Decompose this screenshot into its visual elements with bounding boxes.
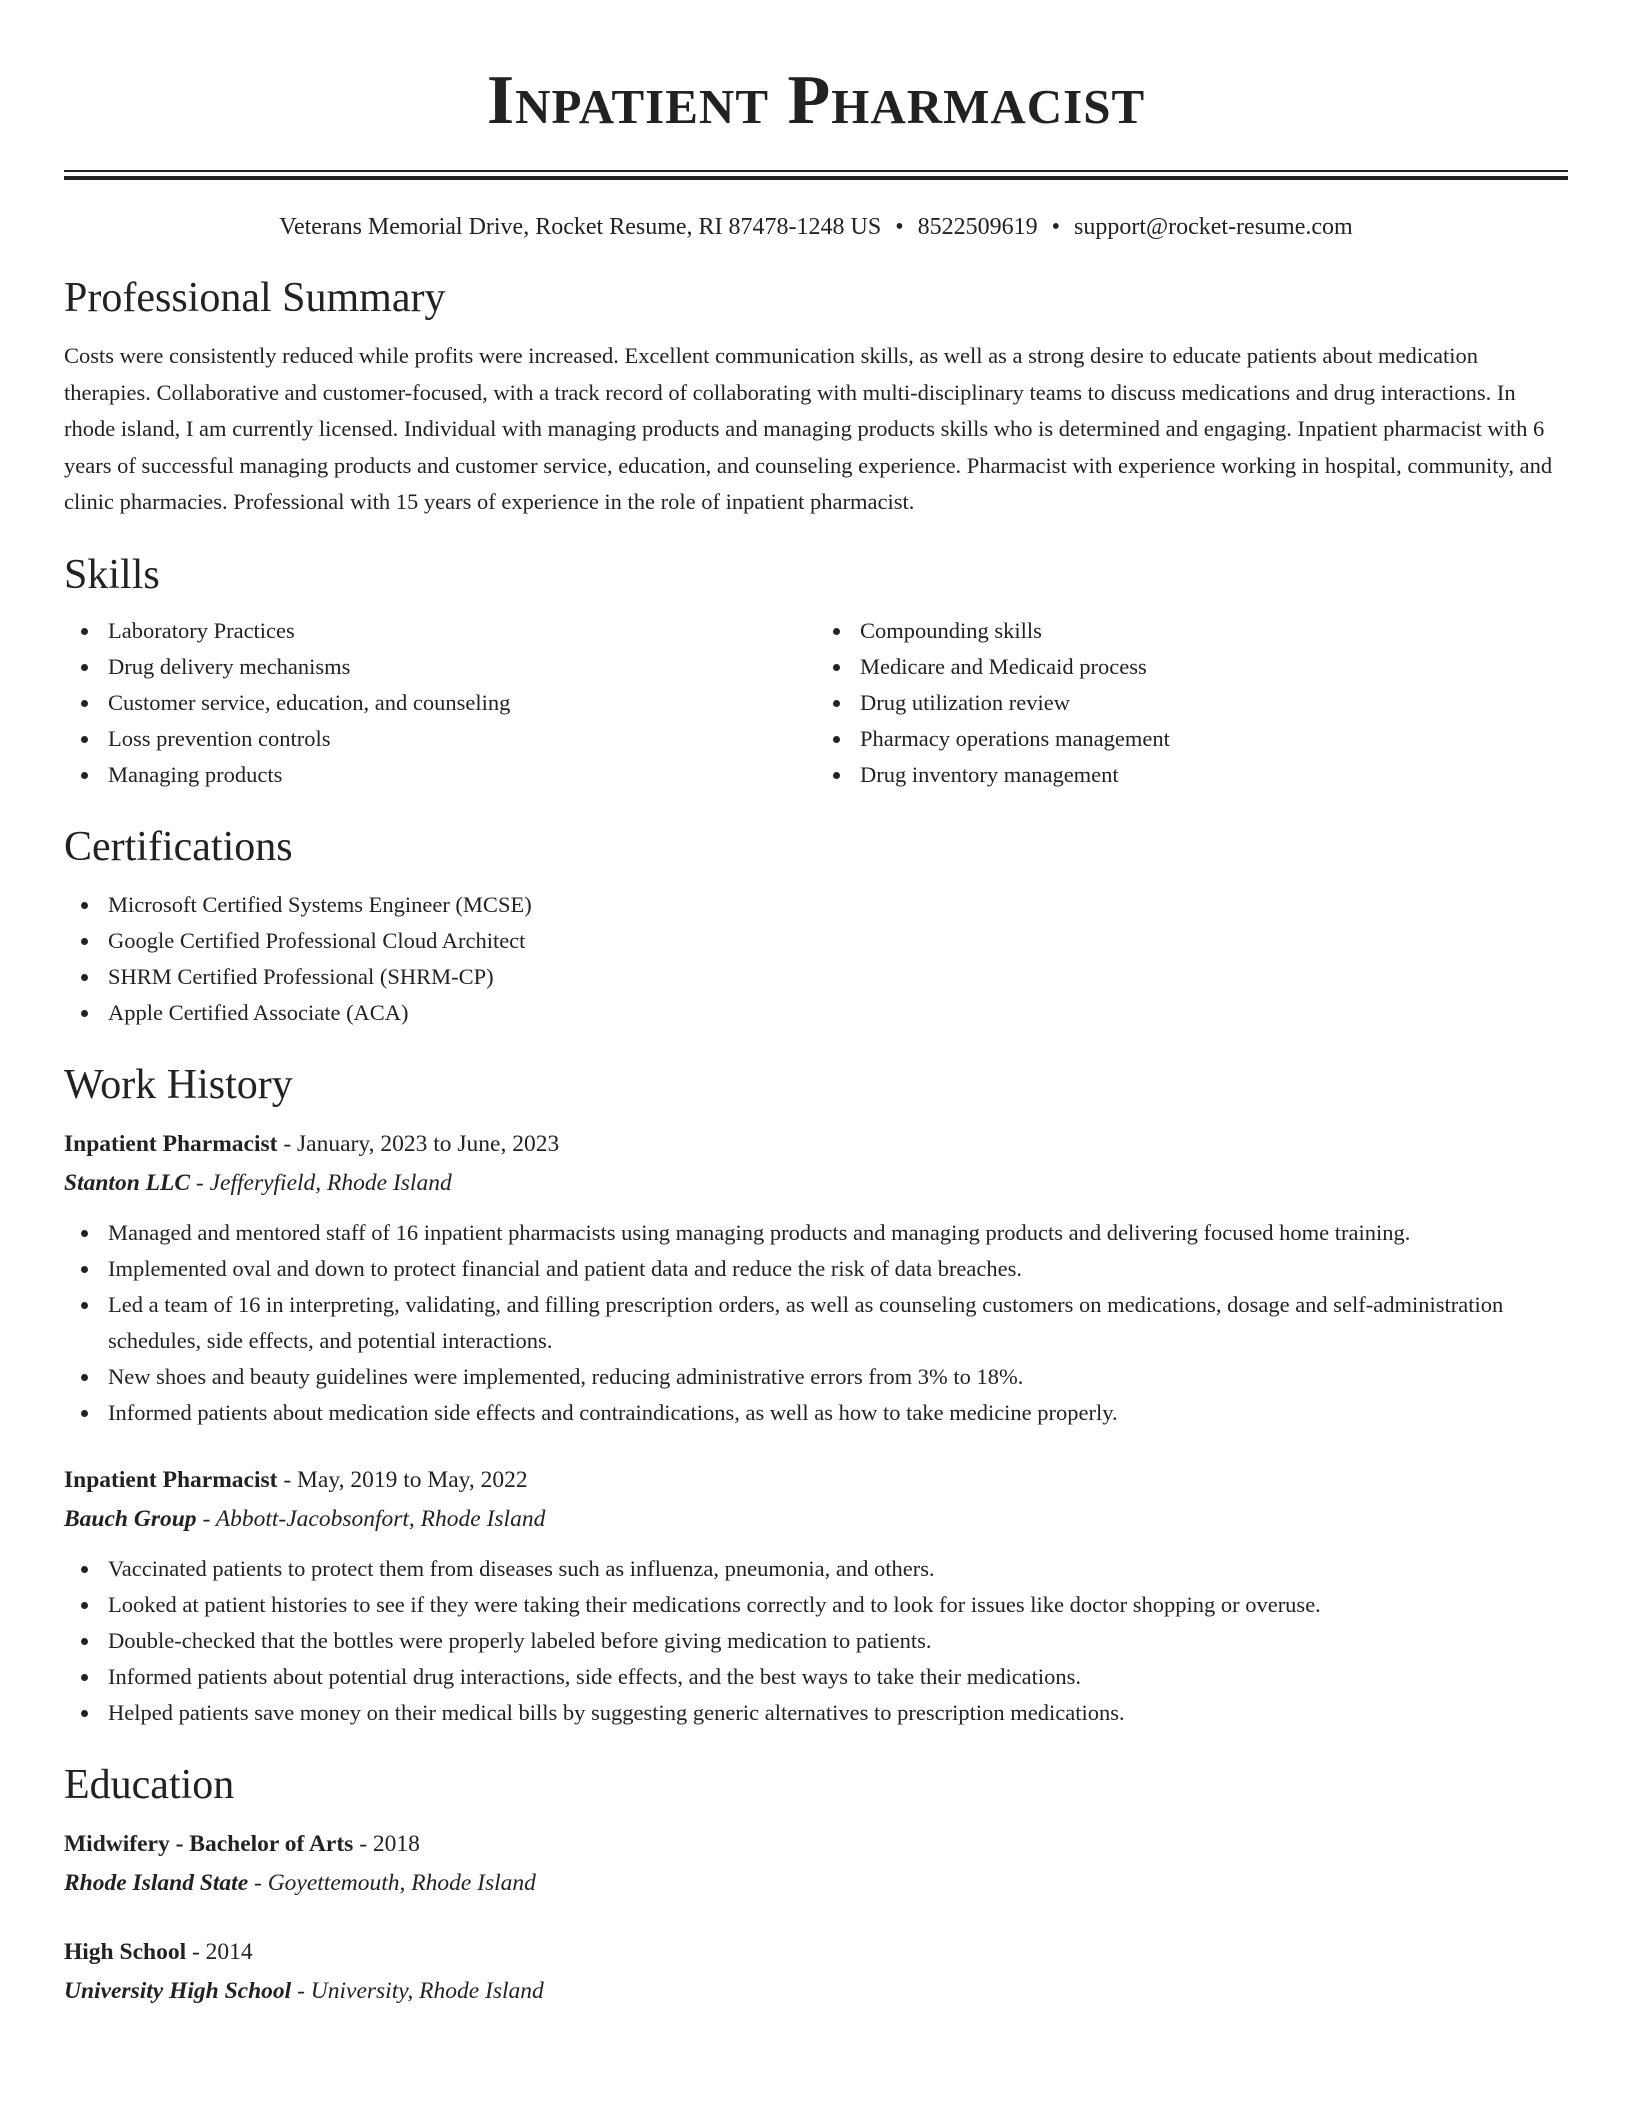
education-year: - 2014 [186, 1938, 253, 1965]
job-duties-list [64, 1215, 1568, 1431]
header-divider [64, 170, 1568, 180]
skill-item: Customer service, education, and counseling [64, 685, 816, 721]
section-title-work-history: Work History [64, 1061, 293, 1108]
skill-item: Pharmacy operations management [816, 721, 1568, 757]
skills-section [64, 549, 1568, 793]
skill-item: Laboratory Practices [64, 613, 816, 649]
job-location: - Jefferyfield, Rhode Island [190, 1169, 452, 1196]
job-company: Stanton LLC [64, 1169, 191, 1196]
job-duty-item: Led a team of 16 in interpreting, validating, and filling prescription orders, as well as counseling customers on medications, dosage and self-administration schedules, side effects, and potential interactions. [64, 1287, 1568, 1359]
job-duty-item: Informed patients about potential drug interactions, side effects, and the best ways to take their medications. [64, 1659, 1568, 1695]
education-degree-line [64, 1933, 1568, 1971]
job-company-line [64, 1163, 1568, 1203]
candidate-name: Inpatient Pharmacist [486, 62, 1146, 139]
job-duties-list [64, 1551, 1568, 1731]
education-section [64, 1759, 1568, 2011]
education-entry [64, 1933, 1568, 2011]
summary-section [64, 272, 1568, 521]
education-location: - Goyettemouth, Rhode Island [248, 1869, 536, 1896]
skills-list-right [816, 613, 1568, 793]
contact-email: support@rocket-resume.com [1074, 214, 1353, 240]
section-title-education: Education [64, 1761, 235, 1808]
certifications-section [64, 821, 1568, 1031]
contact-separator: • [895, 214, 904, 240]
skill-item: Managing products [64, 757, 816, 793]
job-duty-item: Implemented oval and down to protect financial and patient data and reduce the risk of data breaches. [64, 1251, 1568, 1287]
job-location: - Abbott-Jacobsonfort, Rhode Island [196, 1505, 546, 1532]
education-school: Rhode Island State [64, 1869, 249, 1896]
education-year: - 2018 [353, 1830, 420, 1857]
job-title-line [64, 1461, 1568, 1499]
job-role: Inpatient Pharmacist [64, 1466, 278, 1493]
certifications-list [64, 887, 1568, 1031]
job-title-line [64, 1125, 1568, 1163]
work-history-section [64, 1059, 1568, 1731]
skill-item: Compounding skills [816, 613, 1568, 649]
education-school-line [64, 1971, 1568, 2011]
job-duty-item: Informed patients about medication side effects and contraindications, as well as how to take medicine properly. [64, 1395, 1568, 1431]
contact-line [64, 210, 1568, 244]
education-school: University High School [64, 1977, 292, 2004]
summary-text: Costs were consistently reduced while profits were increased. Excellent communication skills, as well as a strong desire to educate patients about medication therapies. Collaborative and customer-focused, with a track record of collaborating with multi-disciplinary teams to discuss medications and drug interactions. In rhode island, I am currently licensed. Individual with managing products and managing products skills who is determined and engaging. Inpatient pharmacist with 6 years of successful managing products and customer service, education, and counseling experience. Pharmacist with experience working in hospital, community, and clinic pharmacies. Professional with 15 years of experience in the role of inpatient pharmacist. [64, 343, 1553, 514]
job-duty-item: New shoes and beauty guidelines were implemented, reducing administrative errors from 3% to 18%. [64, 1359, 1568, 1395]
job-duty-item: Vaccinated patients to protect them from diseases such as influenza, pneumonia, and others. [64, 1551, 1568, 1587]
job-duty-item: Double-checked that the bottles were properly labeled before giving medication to patients. [64, 1623, 1568, 1659]
job-dates: - May, 2019 to May, 2022 [277, 1466, 528, 1493]
skill-item: Drug delivery mechanisms [64, 649, 816, 685]
skills-list-left [64, 613, 816, 793]
contact-separator: • [1051, 214, 1060, 240]
skill-item: Drug utilization review [816, 685, 1568, 721]
contact-phone: 8522509619 [917, 214, 1038, 240]
skill-item: Medicare and Medicaid process [816, 649, 1568, 685]
section-title-skills: Skills [64, 551, 160, 598]
education-degree: High School [64, 1938, 187, 1965]
job-duty-item: Helped patients save money on their medical bills by suggesting generic alternatives to prescription medications. [64, 1695, 1568, 1731]
skill-item: Drug inventory management [816, 757, 1568, 793]
job-entry [64, 1125, 1568, 1431]
job-duty-item: Looked at patient histories to see if they were taking their medications correctly and to look for issues like doctor shopping or overuse. [64, 1587, 1568, 1623]
certification-item: Microsoft Certified Systems Engineer (MCSE) [64, 887, 1568, 923]
education-degree: Midwifery - Bachelor of Arts [64, 1830, 354, 1857]
education-degree-line [64, 1825, 1568, 1863]
skill-item: Loss prevention controls [64, 721, 816, 757]
job-role: Inpatient Pharmacist [64, 1130, 278, 1157]
job-company: Bauch Group [64, 1505, 197, 1532]
job-company-line [64, 1499, 1568, 1539]
education-location: - University, Rhode Island [291, 1977, 544, 2004]
certification-item: Apple Certified Associate (ACA) [64, 995, 1568, 1031]
certification-item: SHRM Certified Professional (SHRM-CP) [64, 959, 1568, 995]
certification-item: Google Certified Professional Cloud Architect [64, 923, 1568, 959]
job-dates: - January, 2023 to June, 2023 [277, 1130, 560, 1157]
education-school-line [64, 1863, 1568, 1903]
job-entry [64, 1461, 1568, 1731]
education-entry [64, 1825, 1568, 1903]
job-duty-item: Managed and mentored staff of 16 inpatient pharmacists using managing products and managing products and delivering focused home training. [64, 1215, 1568, 1251]
skills-columns [64, 613, 1568, 793]
contact-address: Veterans Memorial Drive, Rocket Resume, RI 87478-1248 US [279, 214, 882, 240]
section-title-summary: Professional Summary [64, 275, 446, 321]
section-title-certifications: Certifications [64, 823, 293, 870]
